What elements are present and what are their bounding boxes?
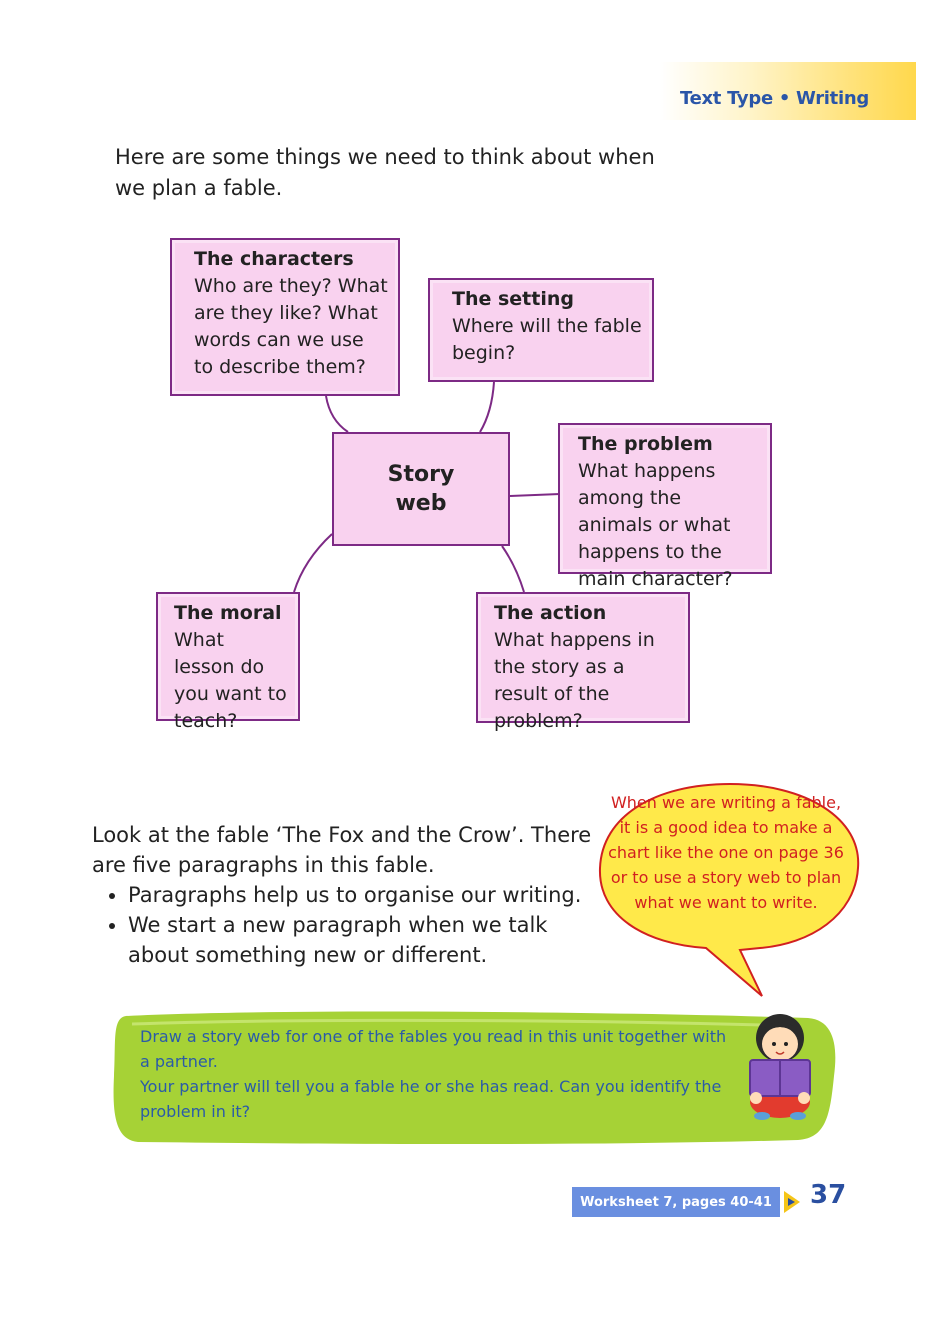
characters-title: The characters [194, 248, 354, 270]
action-box [476, 592, 690, 732]
header-label: Text Type • Writing [680, 88, 869, 109]
paragraph-section [92, 820, 592, 970]
characters-box [170, 238, 400, 396]
problem-box [558, 423, 772, 590]
moral-title: The moral [174, 602, 282, 624]
list-item: • Paragraphs help us to organise our writing. [128, 880, 592, 910]
arrow-right-icon [782, 1189, 802, 1215]
reading-girl-illustration [736, 1004, 826, 1124]
intro-text: Here are some things we need to think about when we plan a fable. [115, 145, 655, 200]
activity-line-2: Your partner will tell you a fable he or she has read. Can you identify the problem in it? [140, 1077, 722, 1121]
paragraph-bullets [92, 880, 592, 970]
action-body: What happens in the story as a result of the problem? [494, 629, 655, 732]
list-item: • We start a new paragraph when we talk about something new or different. [128, 910, 592, 970]
activity-line-1: Draw a story web for one of the fables you read in this unit together with a partner. [140, 1027, 727, 1071]
story-web-center [332, 432, 510, 546]
paragraph-lead: Look at the fable ‘The Fox and the Crow’. There are five paragraphs in this fable. [92, 823, 592, 877]
worksheet-reference: Worksheet 7, pages 40-41 [572, 1187, 780, 1217]
action-title: The action [494, 602, 607, 624]
setting-title: The setting [452, 288, 574, 310]
setting-box [428, 278, 654, 382]
story-web-center-line2: web [395, 491, 447, 516]
problem-body: What happens among the animals or what happens to the main character? [578, 460, 733, 590]
story-web-center-line1: Story [387, 462, 455, 487]
speech-bubble-text: When we are writing a fable, it is a good idea to make a chart like the one on page 36 or to use a story web to plan what we want to write. [608, 793, 844, 912]
activity-text [140, 1024, 740, 1124]
moral-body: What lesson do you want to teach? [174, 629, 287, 732]
page-number: 37 [810, 1180, 847, 1210]
problem-title: The problem [578, 433, 713, 455]
moral-box [156, 592, 300, 732]
characters-body: Who are they? What are they like? What words can we use to describe them? [194, 275, 388, 378]
setting-body: Where will the fable begin? [452, 315, 642, 364]
